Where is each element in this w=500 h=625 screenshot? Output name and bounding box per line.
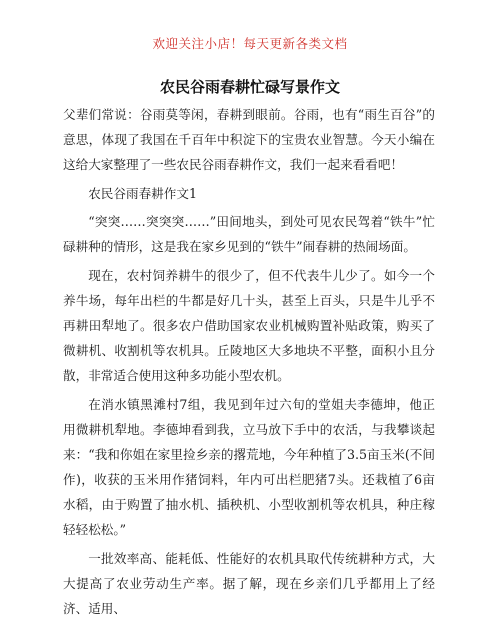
intro-paragraph: 父辈们常说：谷雨莫等闲，春耕到眼前。谷雨，也有“雨生百谷”的意思，体现了我国在千百年中积淀下的宝贵农业智慧。今天小编在这给大家整理了一些农民谷雨春耕作文，我们一起来看看吧！ — [63, 107, 435, 172]
body-paragraph: 在消水镇黑滩村7组，我见到年过六旬的堂姐夫李德坤，他正用微耕机犁地。李德坤看到我，立马放下手中的农活，与我攀谈起来：“我和你姐在家里捡乡亲的撂荒地，今年种植了3.5亩玉米(不间作)，收获的玉米用作猪饲料，年内可出栏肥猪7头。还栽植了6亩水稻，由于购置了抽水机、插秧机、小型收割机等农机具，种庄稼轻轻松松。” — [63, 397, 435, 537]
section-heading: 农民谷雨春耕作文1 — [88, 186, 197, 201]
body-paragraph: 一批效率高、能耗低、性能好的农机具取代传统耕种方式，大大提高了农业劳动生产率。据了解，现在乡亲们几乎都用上了经济、适用、 — [63, 551, 435, 616]
document-body — [63, 102, 435, 625]
body-paragraph: “突突……突突突……”田间地头，到处可见农民驾着“铁牛”忙碌耕种的情形，这是我在家乡见到的“铁牛”闹春耕的热闹场面。 — [63, 214, 435, 254]
store-banner: 欢迎关注小店！每天更新各类文档 — [152, 36, 348, 51]
document-title: 农民谷雨春耕忙碌写景作文 — [159, 78, 340, 96]
body-paragraph: 现在，农村饲养耕牛的很少了，但不代表牛儿少了。如今一个养牛场，每年出栏的牛都是好几十头，甚至上百头，只是牛儿乎不再耕田犁地了。很多农户借助国家农业机械购置补贴政策，购买了微耕机、收割机等农机具。丘陵地区大多地块不平整，面积小且分散，非常适合使用这种多功能小型农机。 — [63, 268, 435, 383]
